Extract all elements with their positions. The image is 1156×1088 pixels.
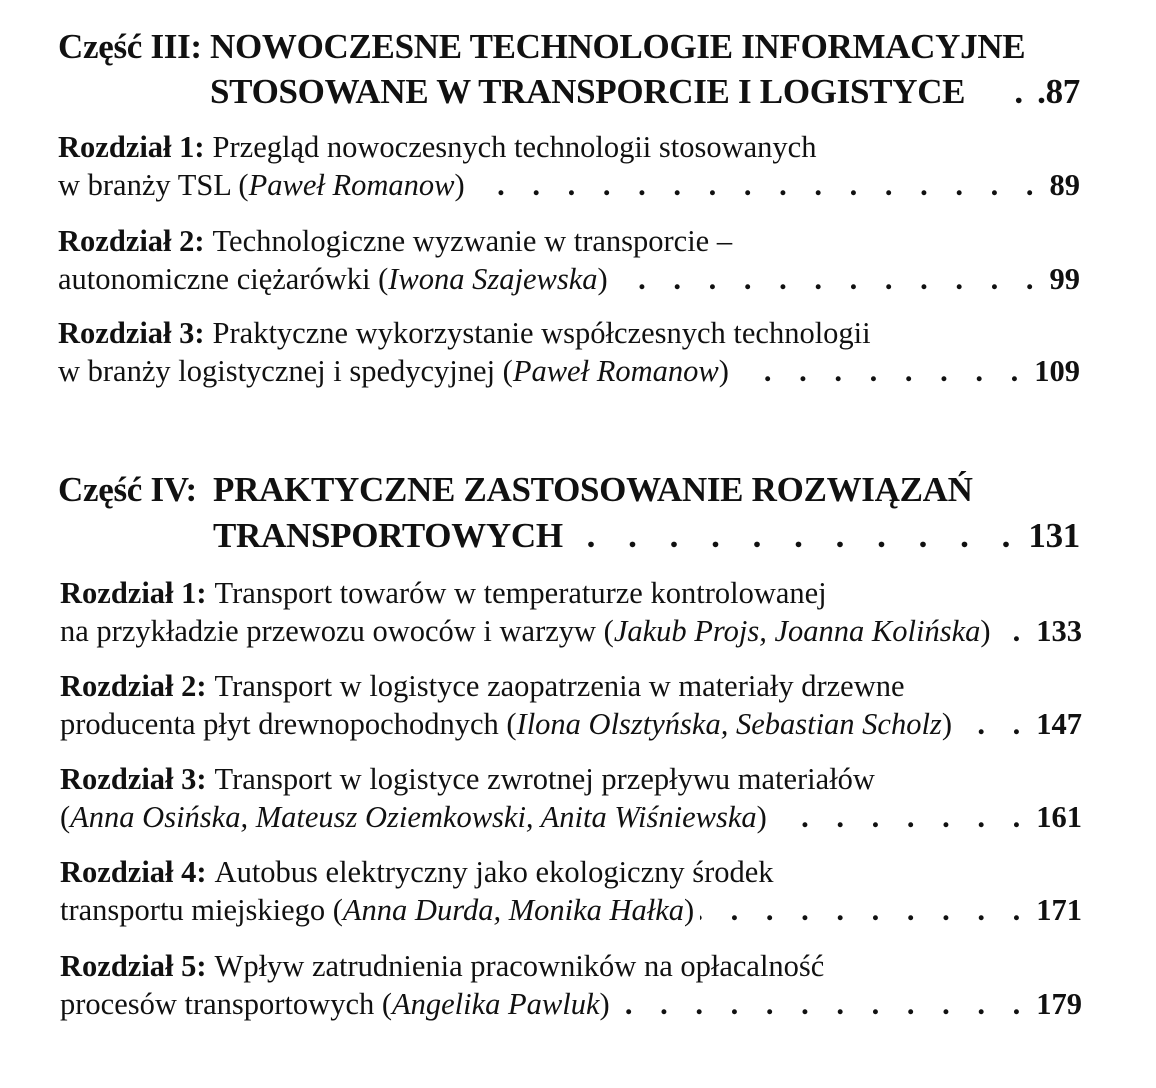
dot-leader (735, 352, 1028, 390)
chapter-label: Rozdział 5: (60, 949, 207, 983)
chapter-line-1 (58, 222, 1080, 260)
chapter-title: Przegląd nowoczesnych technologii stosowanych (212, 130, 817, 164)
chapter-line-1 (58, 314, 1080, 352)
chapter-line-1 (60, 853, 1082, 891)
dot-leader (471, 166, 1044, 204)
chapter-line-2 (60, 798, 1082, 836)
page-number: 99 (1049, 262, 1080, 296)
chapter-line-2 (58, 352, 1080, 390)
chapter-title: Autobus elektryczny jako ekologiczny środek (214, 855, 774, 889)
part-label: Część IV: (58, 470, 197, 509)
chapter-title-cont: autonomiczne ciężarówki ( (58, 262, 389, 296)
chapter-authors: Angelika Pawluk (392, 987, 600, 1021)
paren-close: ) (599, 987, 610, 1021)
chapter-authors: Paweł Romanow (248, 168, 455, 202)
dot-leader (997, 612, 1031, 650)
chapter-authors: Jakub Projs, Joanna Kolińska (613, 614, 981, 648)
paren-close: ) (980, 614, 991, 648)
chapter-title-cont: w branży TSL ( (58, 168, 249, 202)
chapter-authors: Anna Durda, Monika Hałka (342, 893, 685, 927)
page-number: .87 (1037, 72, 1080, 111)
chapter-title-cont: w branży logistycznej i spedycyjnej ( (58, 354, 513, 388)
chapter-line-1 (60, 667, 1082, 705)
page-number: 147 (1036, 707, 1082, 741)
dot-leader (993, 69, 1031, 115)
chapter-label: Rozdział 1: (60, 576, 207, 610)
chapter-title-cont: producenta płyt drewnopochodnych ( (60, 707, 517, 741)
chapter-label: Rozdział 2: (60, 669, 207, 703)
chapter-line-1 (60, 574, 1082, 612)
part-title: STOSOWANE W TRANSPORCIE I LOGISTYCE (210, 72, 966, 111)
page-number: 171 (1036, 893, 1082, 927)
chapter-label: Rozdział 3: (58, 316, 205, 350)
chapter-title: Transport towarów w temperaturze kontrolowanej (214, 576, 827, 610)
page-number: 179 (1036, 987, 1082, 1021)
chapter-title-cont: transportu miejskiego ( (60, 893, 343, 927)
part-label: Część III: (58, 27, 202, 66)
chapter-line-2 (60, 705, 1082, 743)
chapter-title-cont: procesów transportowych ( (60, 987, 393, 1021)
chapter-label: Rozdział 3: (60, 762, 207, 796)
chapter-title: Transport w logistyce zwrotnej przepływu materiałów (214, 762, 875, 796)
chapter-label: Rozdział 2: (58, 224, 205, 258)
page-number: 89 (1049, 168, 1080, 202)
chapter-authors: Paweł Romanow (512, 354, 719, 388)
chapter-line-2 (58, 166, 1080, 204)
part-3-line-2 (210, 69, 1080, 115)
paren-close: ) (684, 893, 695, 927)
chapter-title: Wpływ zatrudnienia pracowników na opłacalność (214, 949, 825, 983)
chapter-title: Technologiczne wyzwanie w transporcie – (212, 224, 733, 258)
paren-close: ) (941, 707, 952, 741)
dot-leader (958, 705, 1030, 743)
chapter-authors: Iwona Szajewska (388, 262, 598, 296)
chapter-authors: Anna Osińska, Mateusz Oziemkowski, Anita Wiśniewska (70, 800, 757, 834)
chapter-authors: Ilona Olsztyńska, Sebastian Scholz (516, 707, 942, 741)
chapter-title: Transport w logistyce zaopatrzenia w materiały drzewne (214, 669, 905, 703)
chapter-line-2 (60, 985, 1082, 1023)
dot-leader (773, 798, 1030, 836)
dot-leader (569, 513, 1023, 559)
chapter-line-2 (60, 891, 1082, 929)
chapter-title: Praktyczne wykorzystanie współczesnych technologii (212, 316, 871, 350)
chapter-line-2 (60, 612, 1082, 650)
page-number: 133 (1036, 614, 1082, 648)
part-title: NOWOCZESNE TECHNOLOGIE INFORMACYJNE (210, 27, 1026, 66)
chapter-label: Rozdział 4: (60, 855, 207, 889)
paren-close: ) (597, 262, 608, 296)
page-number: 161 (1036, 800, 1082, 834)
page-number: 109 (1034, 354, 1080, 388)
part-title: PRAKTYCZNE ZASTOSOWANIE ROZWIĄZAŃ (213, 470, 973, 509)
paren-close: ) (718, 354, 729, 388)
part-4-line-2 (213, 513, 1080, 559)
part-4-line-1 (58, 467, 973, 513)
chapter-line-1 (60, 947, 1082, 985)
chapter-line-1 (60, 760, 1082, 798)
chapter-title-cont: ( (60, 800, 71, 834)
page-number: 131 (1028, 516, 1080, 555)
dot-leader (700, 891, 1030, 929)
part-title: TRANSPORTOWYCH (213, 516, 563, 555)
part-3-line-1 (58, 24, 1025, 70)
paren-close: ) (454, 168, 465, 202)
chapter-line-1 (58, 128, 1080, 166)
chapter-title-cont: na przykładzie przewozu owoców i warzyw ( (60, 614, 614, 648)
chapter-label: Rozdział 1: (58, 130, 205, 164)
dot-leader (614, 260, 1044, 298)
dot-leader (616, 985, 1031, 1023)
paren-close: ) (756, 800, 767, 834)
chapter-line-2 (58, 260, 1080, 298)
